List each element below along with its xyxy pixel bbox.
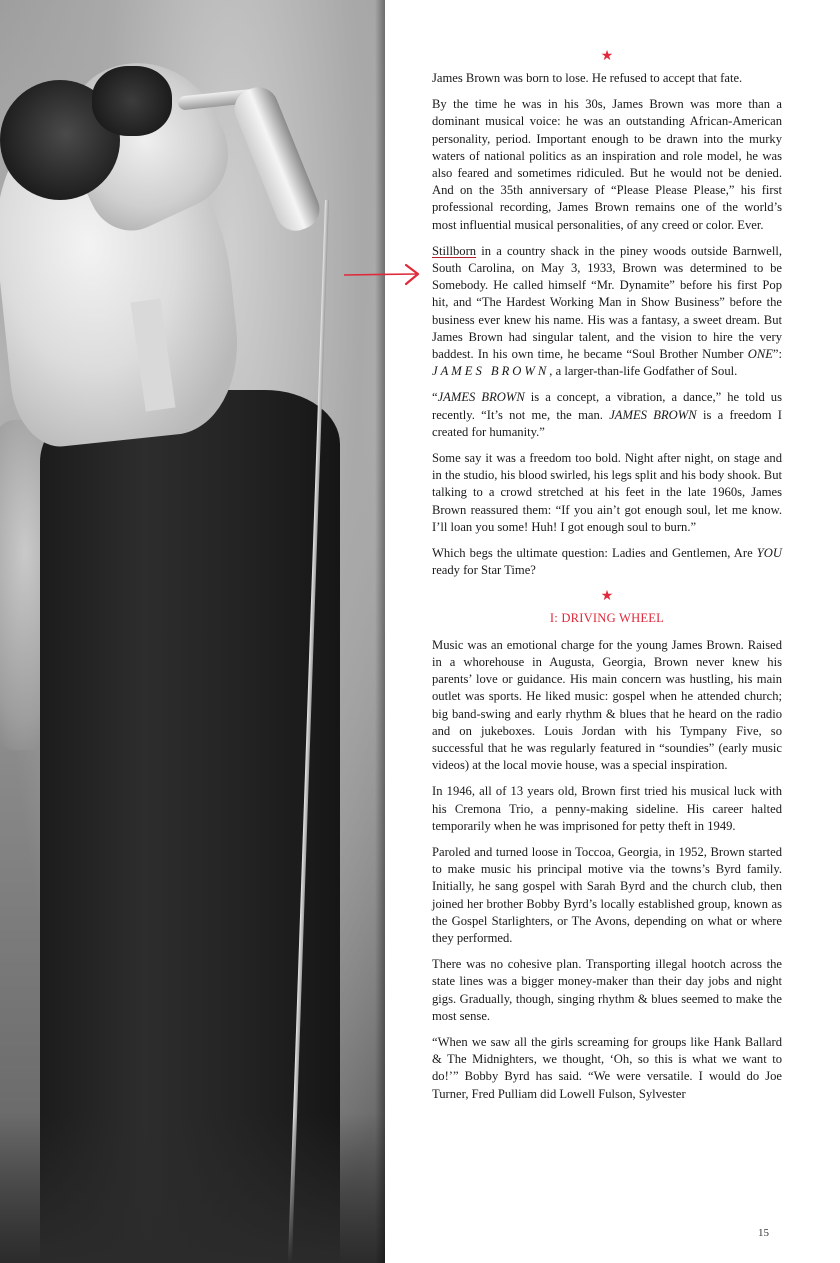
- section-paragraph-2: In 1946, all of 13 years old, Brown first tried his musical luck with his Cremona Trio, a penny-making sideline. His career halted temporarily when he was imprisoned for petty theft in 1949.: [432, 784, 782, 833]
- section-heading: I: DRIVING WHEEL: [549, 611, 665, 626]
- article-column: [432, 48, 782, 1112]
- page-gutter: [375, 0, 385, 1263]
- page-number: 15: [758, 1227, 769, 1239]
- intro-paragraph-2: By the time he was in his 30s, James Brown was more than a dominant musical voice: he was an outstanding African-American personality, period. Important enough to be drawn into the murky waters of national politics as an inspiration and role model, he was also feared and sometimes ridiculed. But he would not be denied. And on the 35th anniversary of “Please Please Please,” his first professional recording, James Brown remains one of the world’s most influential musical personalities, of any creed or color. Ever.: [432, 97, 782, 232]
- star-ornament-icon: ★: [600, 589, 614, 605]
- intro-paragraph-5: Some say it was a freedom too bold. Night after night, on stage and in the studio, his blood swirled, his legs split and his body shook. But talking to a crowd stretched at his feet in the late 1960s, James Brown reassured them: “If you ain’t got enough soul, let me know. I’ll loan you some! Huh! I got enough soul to burn.”: [432, 451, 782, 534]
- intro-paragraph-1: James Brown was born to lose. He refused to accept that fate.: [432, 71, 743, 85]
- section-paragraph-1: Music was an emotional charge for the young James Brown. Raised in a whorehouse in Augusta, Georgia, Brown never knew his parents’ love or guidance. His main concern was hustling, his main outlet was sports. He liked music: gospel when he attended church; big band-swing and early rhythm & blues that he heard on the radio and on jukeboxes. Louis Jordan with his Tympany Five, so successful that he was regularly featured in “soundies” (early music videos) at the local movie house, was a special inspiration.: [432, 637, 782, 773]
- james-brown-name: JAMES BROWN: [432, 364, 550, 379]
- section-paragraph-4: There was no cohesive plan. Transporting illegal hootch across the state lines was a bigger money-maker than their day jobs and night gigs. Gradually, though, singing rhythm & blues seemed to make the most sense.: [432, 957, 782, 1023]
- intro-paragraph-4: “JAMES BROWN is a concept, a vibration, a dance,” he told us recently. “It’s not me, the man. JAMES BROWN is a freedom I created for humanity.”: [432, 390, 782, 439]
- underlined-word: Stillborn: [432, 243, 477, 258]
- red-arrow-icon: [342, 262, 422, 288]
- section-paragraph-5: “When we saw all the girls screaming for groups like Hank Ballard & The Midnighters, we thought, ‘Oh, so this is what we want to do!’” Bobby Byrd has said. “We were versatile. I would do Joe Turner, Fred Pulliam did Lowell Fulson, Sylvester: [432, 1034, 782, 1101]
- intro-paragraph-3: Stillborn in a country shack in the piney woods outside Barnwell, South Carolina, on May 3, 1933, Brown was determined to be Somebody. He called himself “Mr. Dynamite” before his first Pop hit, and “The Hardest Working Man in Show Business” before the business ever knew his name. His was a fantasy, a sweet dream. But James Brown had singular talent, and the vision to hire the very baddest. In his own time, he became “Soul Brother Number ONE”: JAMES BROWN, a larger-than-life Godfather of Soul.: [432, 243, 782, 379]
- performer-hand: [92, 66, 172, 136]
- intro-paragraph-6: Which begs the ultimate question: Ladies and Gentlemen, Are YOU ready for Star Time?: [432, 546, 782, 578]
- performer-photo: [0, 0, 385, 1263]
- section-paragraph-3: Paroled and turned loose in Toccoa, Georgia, in 1952, Brown started to make music his principal motive via the towns’s Byrd family. Initially, he sang gospel with Sarah Byrd and the church club, then joined her brother Bobby Byrd’s locally established group, known as the Gospel Starlighters, or The Avons, depending on what or where they performed.: [432, 844, 782, 945]
- star-ornament-icon: ★: [600, 49, 614, 64]
- photo-shadow: [0, 1113, 385, 1263]
